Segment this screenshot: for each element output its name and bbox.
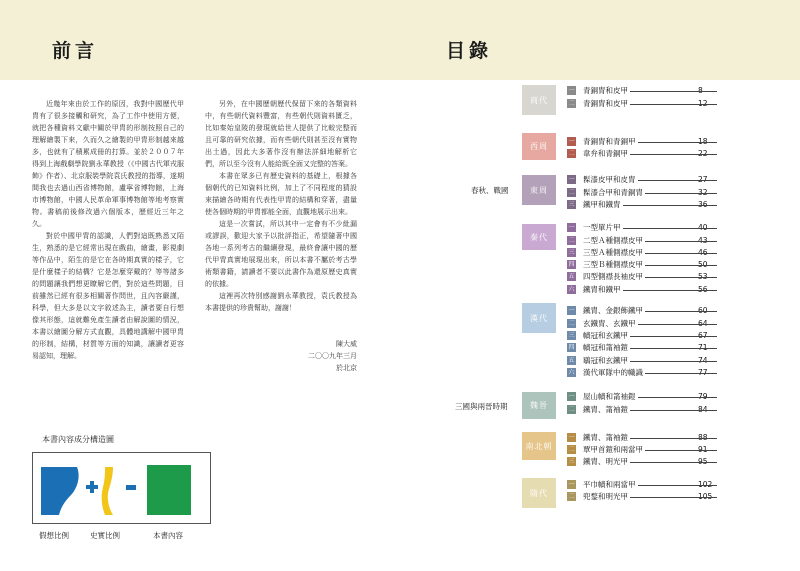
era-block-han[interactable] (522, 303, 556, 333)
signature (280, 338, 357, 374)
page-number: 91 (698, 445, 708, 454)
page-number: 88 (698, 433, 708, 442)
signature-date: 二〇〇九年三月 (308, 352, 357, 360)
page-number: 46 (698, 248, 708, 257)
page-number: 50 (698, 260, 708, 269)
chapter-title: 三型Ｂ種側襟皮甲 (583, 260, 643, 269)
chapter-title: 韋弁和青銅甲 (583, 149, 628, 158)
page-number: 40 (698, 223, 708, 232)
chapter-number-badge: 六 (568, 369, 575, 376)
era-block-qin[interactable] (522, 224, 556, 250)
preface-column-1 (32, 98, 184, 362)
chapter-number-badge: 六 (568, 286, 575, 293)
era-block-eastern-zhou[interactable] (522, 175, 556, 205)
composition-diagram (32, 452, 211, 524)
chapter-title: 青銅胄和青銅甲 (583, 137, 636, 146)
chapter-number-badge: 三 (568, 201, 575, 208)
toc-entry[interactable] (567, 444, 717, 456)
preface-paragraph: 這裡再次特別感謝劉永華教授，袁氏教授為本書提供的珍貴幫助，謝謝！ (205, 292, 357, 312)
page-number: 12 (698, 99, 708, 108)
chapter-number-badge: 一 (568, 176, 575, 183)
chapter-number-badge: 一 (568, 393, 575, 400)
preface-paragraph: 另外，在中國歷朝歷代保留下來的各類資料中，有些朝代資料豐富，有些朝代則資料匱乏，比如秦始皇陵的發現就給世人提供了比較完整而且可靠的研究依據，而有些朝代則甚至沒有實物出土過，因此大多著作沒有辦法詳細地解析它們，所以至今沒有人能給既全面又完整的答案。 (205, 100, 357, 168)
chapter-number-badge: 三 (568, 458, 575, 465)
era-block-western-zhou[interactable] (522, 133, 556, 160)
page-number: 64 (698, 319, 708, 328)
era-label: 東周 (530, 185, 548, 195)
chapter-title: 二型Ａ種側襟皮甲 (583, 236, 643, 245)
chapter-number-badge: 一 (568, 307, 575, 314)
toc-entry[interactable] (567, 98, 717, 110)
era-label: 秦代 (530, 232, 548, 242)
preface-paragraph: 這是一次嘗試，所以其中一定會有不少紕漏或謬誤，歡迎大家予以批評指正，希望隨著中國各地一系列考古的繼續發現，最終會讓中國的歷代甲胄真實地展現出來，所以本書不屬於考古學術類書籍，請讀者不要以此書作為還原歷史真實的依據。 (205, 220, 357, 288)
era-label: 西周 (530, 142, 548, 151)
chapter-number-badge: 二 (568, 320, 575, 327)
chapter-title: 漢代軍隊中的幟識 (583, 368, 643, 377)
page-number: 60 (698, 306, 708, 315)
toc-entry[interactable] (567, 342, 717, 354)
toc-entry[interactable] (567, 404, 717, 416)
period-label-three-kingdoms: 三國與兩晉時期 (455, 402, 508, 411)
toc-entry[interactable] (567, 187, 717, 199)
author-name: 陳大威 (336, 340, 357, 348)
era-label: 魏晉 (530, 401, 548, 410)
chapter-title: 幘冠和筩袖鎧 (583, 343, 628, 352)
chapter-title: 兜鍪和明光甲 (583, 492, 628, 501)
toc-entry[interactable] (567, 456, 717, 468)
toc-entry[interactable] (567, 259, 717, 271)
page-number: 84 (698, 405, 708, 414)
page-number: 95 (698, 457, 708, 466)
chapter-number-badge: 二 (568, 406, 575, 413)
preface-paragraph: 對於中國甲胄的認識，人們對這既熟悉又陌生，熟悉的是它經常出現在戲曲，繪畫，影視劇等作品中，陌生的是它在各時期真實的樣子，它是什麼樣子的結構？它是怎麼穿戴的？等等諸多的問題讓我們想更瞭解它們，對於這些問題，目前雖然已經有很多相關著作問世，且內容嚴謹，科學，但大多是以文字敘述為主，讀者要自行想像其形態，這就難免產生讀者由解說圖的情況，本書以繪圖分解方式直觀，具體地講解中國甲胄的形制，結構，材質等方面的知識，讓讀者更容易認知，理解。 (32, 232, 184, 360)
toc-entry[interactable] (567, 318, 717, 330)
toc-entry[interactable] (567, 174, 717, 186)
chapter-title: 玄鐵胄、玄鐵甲 (583, 319, 636, 328)
chapter-title: 鐵胄、筩袖鎧 (583, 433, 628, 442)
chapter-number-badge: 二 (568, 100, 575, 107)
page-number: 36 (698, 200, 708, 209)
toc-entry[interactable] (567, 199, 717, 211)
chapter-number-badge: 三 (568, 249, 575, 256)
toc-entry[interactable] (567, 136, 717, 148)
era-label: 南北朝 (525, 441, 553, 451)
page-number: 56 (698, 285, 708, 294)
preface-column-2 (205, 98, 357, 314)
era-block-sui[interactable] (522, 478, 556, 508)
toc-entry[interactable] (567, 355, 717, 367)
chapter-number-badge: 五 (568, 357, 575, 364)
toc-entry[interactable] (567, 222, 717, 234)
page-number: 77 (698, 368, 708, 377)
era-label: 商代 (530, 95, 548, 105)
chapter-title: 三型Ａ種側襟皮甲 (583, 248, 643, 257)
chapter-number-badge: 一 (568, 138, 575, 145)
page-number: 8 (698, 86, 703, 95)
era-label: 隋代 (530, 488, 548, 498)
chapter-number-badge: 四 (568, 344, 575, 351)
preface-heading: 前言 (52, 40, 99, 62)
chapter-title: 鐵胄、明光甲 (583, 457, 628, 466)
chapter-number-badge: 五 (568, 273, 575, 280)
diagram-title: 本書內容成分構造圖 (42, 435, 114, 444)
chapter-title: 四型側襟長袖皮甲 (583, 272, 643, 281)
chapter-title: 鐵甲和鐵胄 (583, 200, 621, 209)
page-number: 32 (698, 188, 708, 197)
toc-entry[interactable] (567, 235, 717, 247)
era-block-southern-northern[interactable] (522, 432, 556, 460)
preface-paragraph: 本書在眾多已有歷史資料的基礎上，根據各個朝代的已知資料比例，加上了不同程度的猜設來描繪各時期有代表性甲胄的結構和穿著，盡量使各個時期的甲胄都能全面，直觀地展示出來。 (205, 172, 357, 216)
chapter-title: 青銅胄和皮甲 (583, 86, 628, 95)
chapter-title: 髹漆合甲和青銅胄 (583, 188, 643, 197)
diagram-label-historical: 史實比例 (90, 531, 120, 540)
chapter-number-badge: 二 (568, 189, 575, 196)
composition-diagram-graphic (33, 453, 210, 523)
chapter-number-badge: 一 (568, 434, 575, 441)
chapter-number-badge: 一 (568, 481, 575, 488)
book-content-shape (147, 465, 191, 515)
chapter-title: 屋山幘和筩袖鎧 (583, 392, 636, 401)
chapter-number-badge: 一 (568, 87, 575, 94)
toc-entry[interactable] (567, 305, 717, 317)
era-block-shang[interactable] (522, 85, 556, 115)
page-number: 18 (698, 137, 708, 146)
chapter-title: 一型單片甲 (583, 223, 621, 232)
era-label: 漢代 (530, 313, 548, 323)
chapter-number-badge: 四 (568, 261, 575, 268)
page-number: 22 (698, 149, 708, 158)
chapter-title: 鐵胄和鐵甲 (583, 285, 621, 294)
page-number: 43 (698, 236, 708, 245)
diagram-label-imagined: 假想比例 (39, 531, 69, 540)
equals-sign (126, 485, 136, 490)
toc-entry[interactable] (567, 247, 717, 259)
contents-heading: 目錄 (446, 40, 493, 62)
chapter-number-badge: 二 (568, 150, 575, 157)
chapter-title: 平巾幘和兩當甲 (583, 480, 636, 489)
chapter-number-badge: 一 (568, 224, 575, 231)
chapter-number-badge: 二 (568, 493, 575, 500)
era-block-wei-jin[interactable] (522, 392, 556, 419)
chapter-title: 覃甲首鎧和兩當甲 (583, 445, 643, 454)
chapter-title: 青銅胄和皮甲 (583, 99, 628, 108)
page-number: 102 (698, 480, 713, 489)
toc-entry[interactable] (567, 391, 717, 403)
page-number: 74 (698, 356, 708, 365)
toc-entry[interactable] (567, 479, 717, 491)
preface-paragraph: 近幾年來由於工作的原因，我對中國歷代甲胄有了很多接觸和研究，為了工作中使用方便，就把各種資料文獻中關於甲胄的形制按照自己的理解繪製下來，久而久之繪製的甲胄形制越來越多，也就有了積累成冊的打算。並於２００７年得到上海戲劇學院劉永華教授（《中國古代軍戎服飾》作者）、北京服裝學院袁氏教授的指導，遂期間我也去過山西省博物館，盧寧省博物館，上海市博物館，中國人民革命軍事博物館等地考察實物。書稿前後修改過六個版本，歷經近三年之久。 (32, 100, 184, 228)
page-number: 67 (698, 331, 708, 340)
header-band (0, 0, 800, 80)
chapter-title: 鐵胄、筩袖鎧 (583, 405, 628, 414)
page-number: 53 (698, 272, 708, 281)
toc-entry[interactable] (567, 491, 717, 503)
page-number: 79 (698, 392, 708, 401)
chapter-title: 髹漆皮甲和皮胄 (583, 175, 636, 184)
page-number: 27 (698, 175, 708, 184)
chapter-title: 鶡冠和玄鐵甲 (583, 356, 628, 365)
chapter-number-badge: 三 (568, 332, 575, 339)
historical-shape (102, 467, 113, 515)
toc-entry[interactable] (567, 148, 717, 160)
chapter-title: 鐵胄、金銀飾鐵甲 (583, 306, 643, 315)
diagram-label-content: 本書內容 (153, 531, 183, 540)
page-number: 71 (698, 343, 708, 352)
toc-entry[interactable] (567, 284, 717, 296)
imagined-shape (41, 467, 79, 515)
chapter-title: 幘冠和玄鐵甲 (583, 331, 628, 340)
plus-horizontal (86, 485, 98, 489)
page-number: 105 (698, 492, 713, 501)
toc-entry[interactable] (567, 367, 717, 379)
chapter-number-badge: 二 (568, 237, 575, 244)
signature-place: 於北京 (336, 364, 357, 372)
toc-entry[interactable] (567, 271, 717, 283)
toc-entry[interactable] (567, 432, 717, 444)
chapter-number-badge: 二 (568, 446, 575, 453)
period-label-spring-autumn: 春秋、戰國 (471, 186, 509, 195)
toc-entry[interactable] (567, 330, 717, 342)
toc-entry[interactable] (567, 85, 717, 97)
